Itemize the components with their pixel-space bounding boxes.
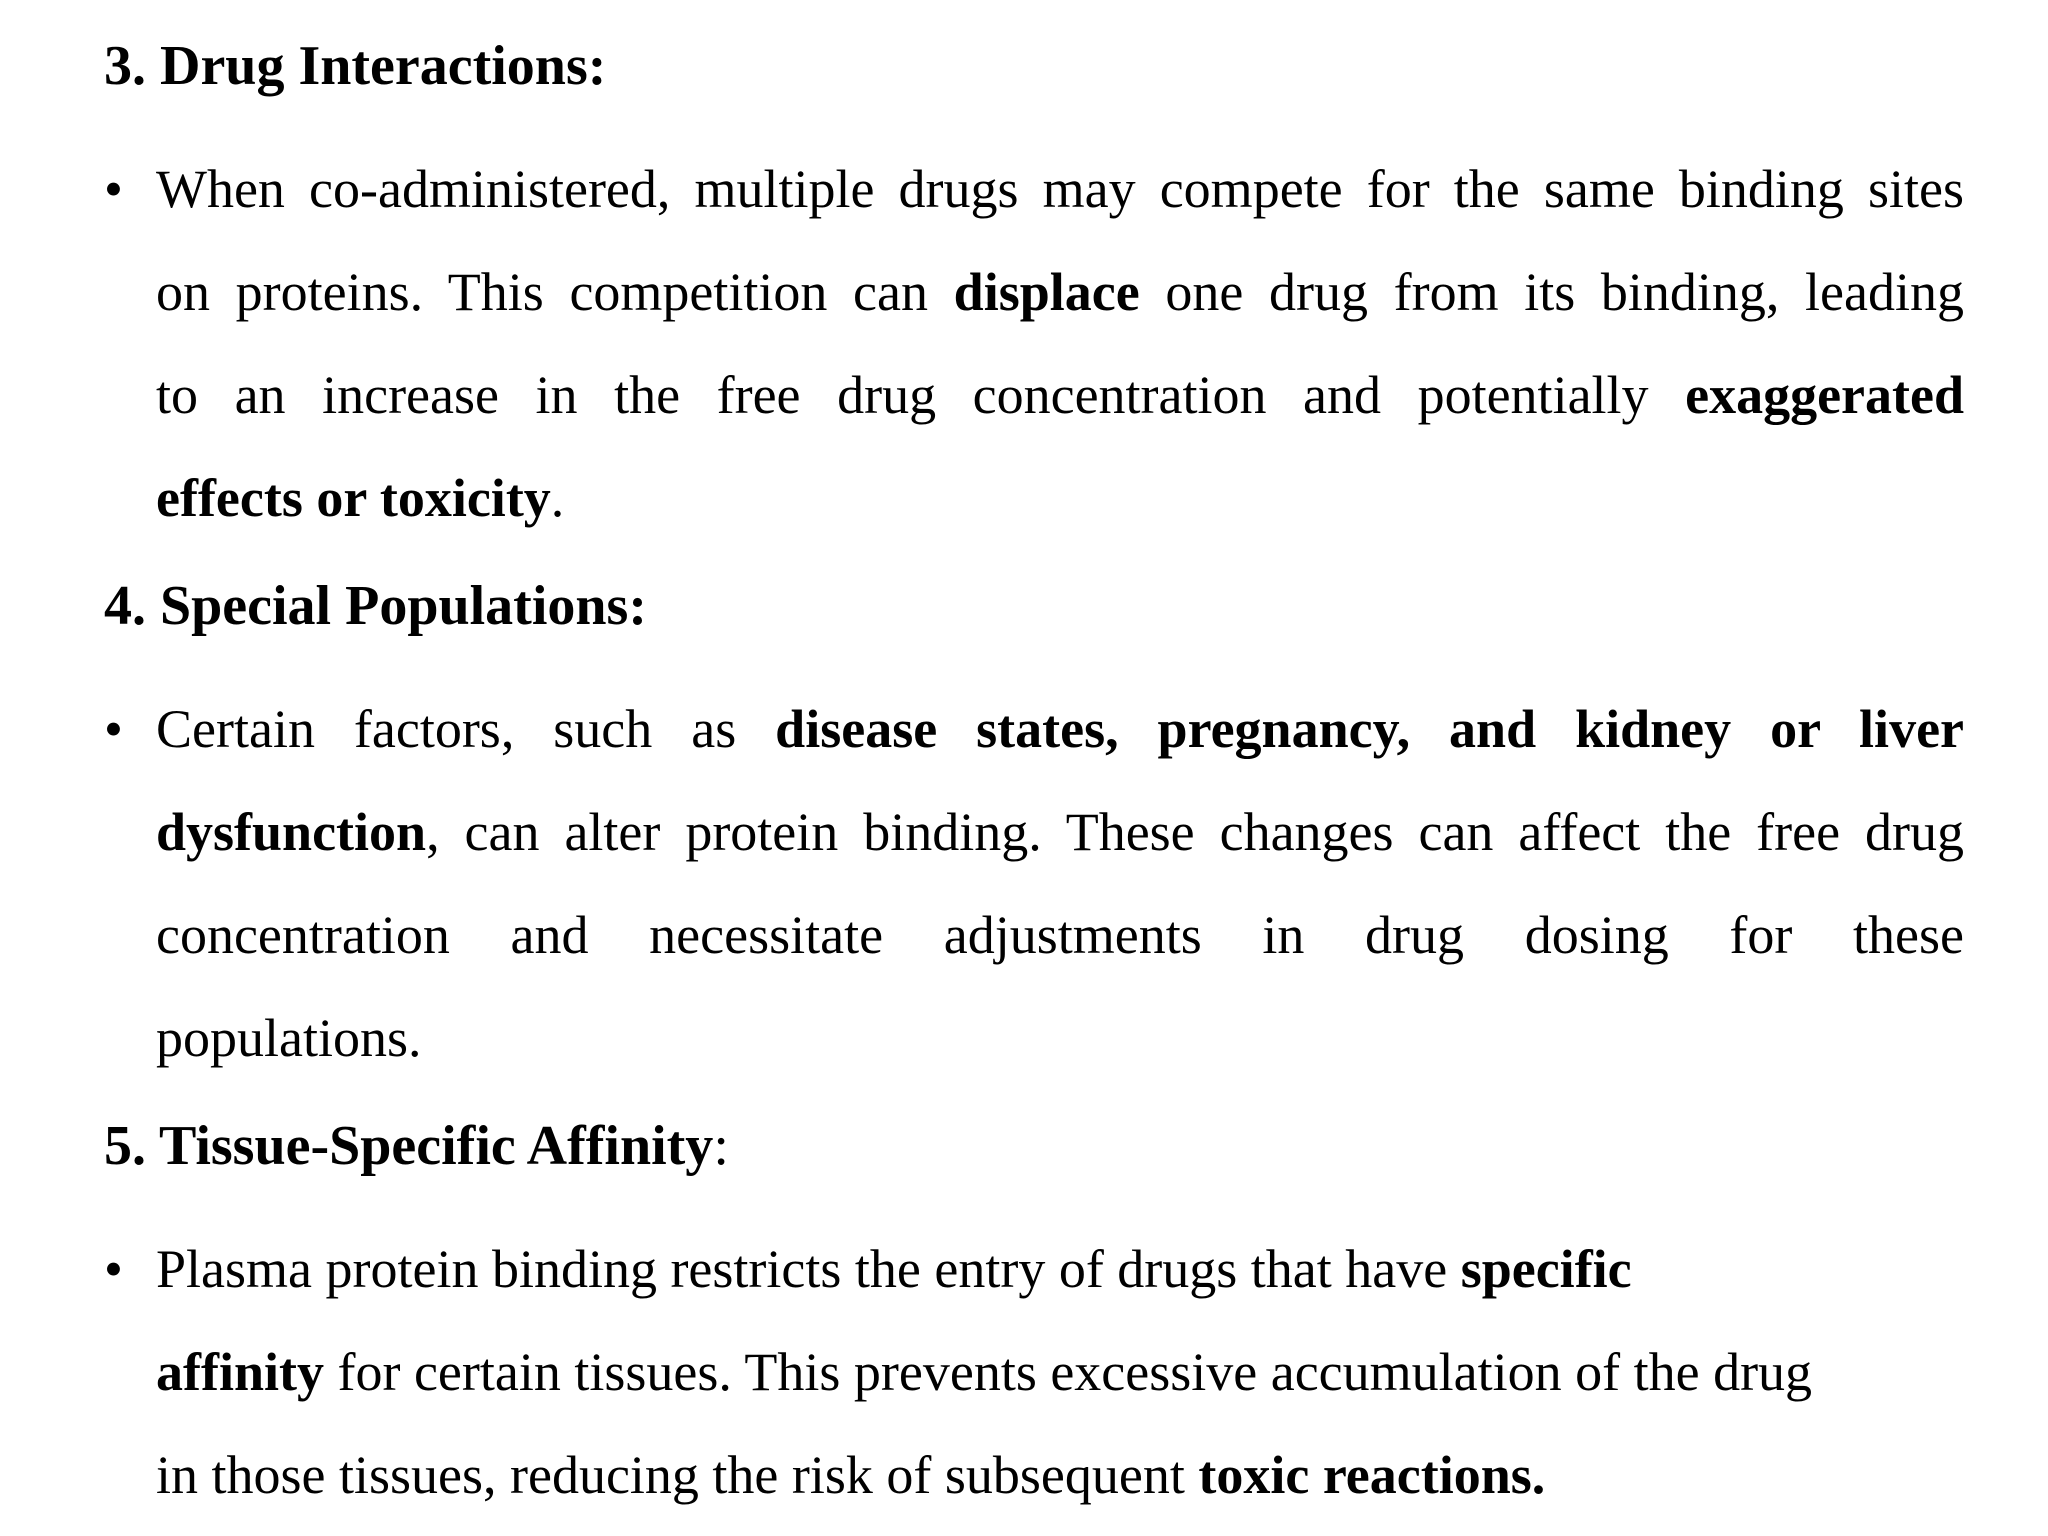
bullet-icon: • bbox=[104, 1239, 123, 1299]
text-line: on proteins. This competition can displace one drug from its binding, leading bbox=[156, 262, 1964, 322]
section-heading-drug-interactions: 3. Drug Interactions: bbox=[104, 35, 607, 97]
text-line: affinity for certain tissues. This prevents excessive accumulation of the drug bbox=[156, 1342, 1813, 1402]
text-line: When co-administered, multiple drugs may compete for the same binding sites bbox=[156, 159, 1964, 219]
bullet-icon: • bbox=[104, 699, 123, 759]
text-line: Certain factors, such as disease states, pregnancy, and kidney or liver bbox=[156, 699, 1965, 759]
text-line: populations. bbox=[156, 1008, 422, 1068]
bullet-text bbox=[156, 1218, 1964, 1527]
text-line: dysfunction, can alter protein binding. These changes can affect the free drug bbox=[156, 802, 1964, 862]
text-line: concentration and necessitate adjustments in drug dosing for these bbox=[156, 905, 1964, 965]
text-line: effects or toxicity. bbox=[156, 468, 565, 528]
text-line: Plasma protein binding restricts the entry of drugs that have specific bbox=[156, 1239, 1632, 1299]
bullet-text bbox=[156, 138, 1964, 550]
section-heading-special-populations: 4. Special Populations: bbox=[104, 575, 647, 637]
text-line: to an increase in the free drug concentration and potentially exaggerated bbox=[156, 365, 1964, 425]
bullet-text bbox=[156, 678, 1964, 1090]
section-heading-tissue-specific-affinity: 5. Tissue-Specific Affinity: bbox=[104, 1115, 729, 1177]
bullet-icon: • bbox=[104, 159, 123, 219]
text-line: in those tissues, reducing the risk of subsequent toxic reactions. bbox=[156, 1445, 1546, 1505]
